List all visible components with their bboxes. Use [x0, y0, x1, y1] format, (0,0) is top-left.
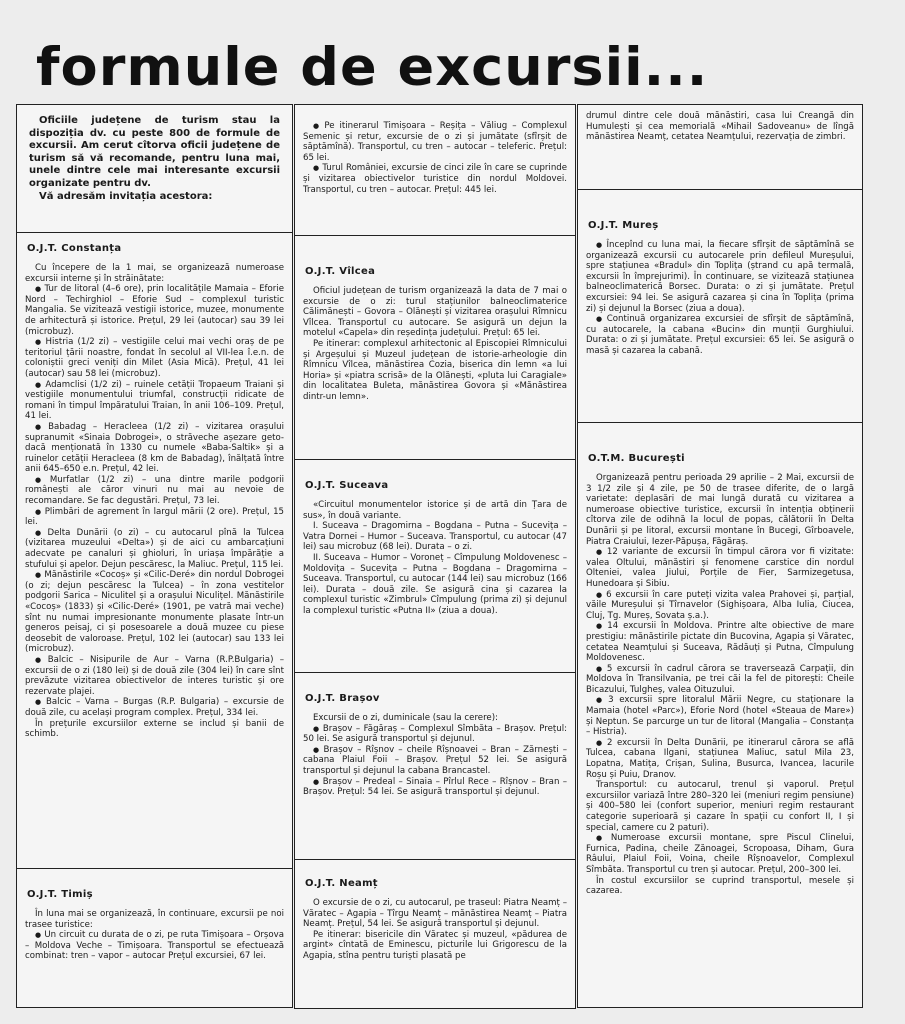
suceava-text: II. Suceava – Humor – Voroneț – Cîmpulung Moldovenesc – Moldovița – Sucevița – Putna – Bogdana – Dragomirna – Suceava. Transportul, cu autocar (144 lei) sau microbuz (166 lei). Durata – două zile. Se asigură cina și cazarea la complexul turistic «Zimbrul» Cîmpulung (prima zi) și dejunul la complexul turistic «Putna II» (ziua a doua).: [303, 552, 567, 616]
valcea-text: Oficiul județean de turism organizează la data de 7 mai o excursie de o zi: turul stațiunilor balneoclimaterice Călimănești – Govora – Olănești și vizitarea orașului Rîmnicu Vîlcea. Transportul cu autocare. Se asigură un dejun la motelul «Capela» din reședința județului. Prețul: 65 lei.: [303, 286, 567, 339]
section-timis: [16, 868, 293, 1008]
timis-item: ● Pe itinerarul Timișoara – Reșița – Văliug – Complexul Semenic și retur, excursie de o zi și jumătate (sfîrșit de săptămînă). Transportul, cu tren – autocar – teleferic. Prețul: 65 lei.: [303, 121, 567, 163]
bucuresti-item: ● 12 variante de excursii în timpul cărora vor fi vizitate: valea Oltului, mănăstiri și fenomene carstice din nordul Olteniei, valea Jiului, Porțile de Fier, Sarmizegetusa, Hunedoara și Sibiu.: [586, 547, 854, 589]
neamt-text: Pe itinerar: bisericile din Văratec și muzeul, «pădurea de argint» cîntată de Eminescu, picturile lui Grigorescu de la Agapia, stîna pentru turiști plasată pe: [303, 929, 567, 961]
heading-bucuresti: O.T.M. București: [588, 453, 685, 464]
heading-timis: O.J.T. Timiș: [27, 889, 93, 900]
timis-item: ● Turul României, excursie de cinci zile în care se cuprinde și vizitarea obiectivelor turistice din nordul Moldovei. Transportul, cu tren – autocar. Prețul: 445 lei.: [303, 163, 567, 195]
heading-brasov: O.J.T. Brașov: [305, 693, 380, 704]
neamt-text: O excursie de o zi, cu autocarul, pe traseul: Piatra Neamț – Văratec – Agapia – Tîrgu Neamț – mănăstirea Neamț – Piatra Neamț. Prețul, 54 lei. Se asigură transportul și dejunul.: [303, 898, 567, 930]
bucuresti-item: ● Numeroase excursii montane, spre Piscul Clinelui, Furnica, Padina, cheile Zănoagei, Scropoasa, Diham, Gura Râului, Plaiul Foii, Voina, cheile Rîșnoavelor, Complexul Sîmbăta. Transportul cu tren și autocar. Prețul, 200–300 lei.: [586, 833, 854, 875]
constanta-item: ● Balcic – Nisipurile de Aur – Varna (R.P.Bulgaria) – excursii de o zi (180 lei) și de două zile (304 lei) în care sînt prevăzute vizitarea obiectivelor de interes turistic și ore rezervate plajei.: [25, 655, 284, 697]
constanta-item: ● Balcic – Varna – Burgas (R.P. Bulgaria) – excursie de două zile, cu același program complex. Prețul, 334 lei.: [25, 697, 284, 718]
bucuresti-item: ● 6 excursii în care puteți vizita valea Prahovei și, parțial, văile Mureșului și Tîrnavelor (Sighișoara, Alba Iulia, Ciucea, Cluj, Tg. Mureș, Sovata ș.a.).: [586, 590, 854, 622]
suceava-text: I. Suceava – Dragomirna – Bogdana – Putna – Sucevița – Vatra Dornei – Humor – Suceava. Transportul, cu autocar (47 lei) sau microbuz (68 lei). Durata – o zi.: [303, 521, 567, 553]
constanta-item: ● Histria (1/2 zi) – vestigiile celui mai vechi oraș de pe teritoriul țării noastre, fondat în secolul al VII-lea î.e.n. de coloniștii greci veniți din Milet (Asia Mică). Prețul, 41 lei (autocar) sau 58 lei (microbuz).: [25, 337, 284, 379]
bucuresti-item: ● 3 excursii spre litoralul Mării Negre, cu staționare la Mamaia (hotel «Parc»), Eforie Nord (hotel «Steaua de Mare») și Neptun. Se parcurge un tur de litoral (Mangalia – Constanța – Histria).: [586, 695, 854, 737]
heading-mures: O.J.T. Mureș: [588, 220, 659, 231]
brasov-text: Excursii de o zi, duminicale (sau la cerere):: [313, 713, 498, 723]
section-valcea: [294, 235, 576, 460]
heading-valcea: O.J.T. Vîlcea: [305, 266, 376, 277]
heading-neamt: O.J.T. Neamț: [305, 878, 378, 889]
constanta-item: ● Babadag – Heracleea (1/2 zi) – vizitarea orașului supranumit «Sinaia Dobrogei», o străveche așezare geto-dacă menționată în 1330 cu numele «Baba-Saltik» și a ruinelor cetății Heracleea (8 km de Babadag), înălțată între anii 645–650 e.n. Prețul, 42 lei.: [25, 422, 284, 475]
brasov-item: ● Brașov – Făgăraș – Complexul Sîmbăta – Brașov. Prețul: 50 lei. Se asigură transportul și dejunul.: [303, 724, 567, 745]
section-suceava: [294, 459, 576, 673]
page-title: formule de excursii...: [36, 37, 709, 98]
bucuresti-item: ● 5 excursii în cadrul cărora se traversează Carpații, din Moldova în Transilvania, pe trei căi la fel de pitorești: Cheile Bicazului, Tulgheș, valea Oituzului.: [586, 664, 854, 696]
bucuresti-item: ● 2 excursii în Delta Dunării, pe itinerarul cărora se află Tulcea, cabana Ilgani, stațiunea Maliuc, satul Mila 23, Lopatna, Matița, Crișan, Sulina, Busurca, Ivancea, lacurile Roșu și Puiu, Dranov.: [586, 738, 854, 780]
constanta-item: ● Delta Dunării (o zi) – cu autocarul pînă la Tulcea (vizitarea muzeului «Delta») și de aici cu ambarcațiuni adecvate pe canaluri și ghioluri, în uriașa împărăție a stufului și apelor. Dejun pescăresc, la Maliuc. Prețul, 115 lei.: [25, 528, 284, 570]
timis-text: În luna mai se organizează, în continuare, excursii pe noi trasee turistice:: [25, 909, 284, 930]
constanta-item: ● Murfatlar (1/2 zi) – una dintre marile podgorii românești ale căror vinuri nu mai au nevoie de recomandare. Se fac degustări. Prețul, 73 lei.: [25, 475, 284, 507]
brasov-item: ● Brașov – Rîșnov – cheile Rîșnoavei – Bran – Zărnești – cabana Plaiul Foii – Brașov. Prețul 52 lei. Se asigură transportul și dejunul la cabana Brancastel.: [303, 745, 567, 777]
intro-invitation: Vă adresăm invitația acestora:: [39, 190, 213, 202]
brasov-item: ● Brașov – Predeal – Sinaia – Pîrlul Rece – Rîșnov – Bran – Brașov. Prețul: 54 lei. Se asigură transportul și dejunul.: [303, 777, 567, 798]
section-timis-continued: [294, 104, 576, 236]
constanta-text: În prețurile excursiilor externe se includ și banii de schimb.: [25, 718, 284, 740]
constanta-item: ● Adamclisi (1/2 zi) – ruinele cetății Tropaeum Traiani și vestigiile monumentului triumfal, construcții ridicate de romani în timpul împăratului Traian, în anii 106–109. Prețul, 41 lei.: [25, 380, 284, 422]
section-brasov: [294, 672, 576, 860]
bucuresti-item: ● 14 excursii în Moldova. Printre alte obiective de mare prestigiu: mănăstirile pictate din Bucovina, Agapia și Văratec, cetatea Neamțului și Suceava, Rădăuți și Putna, Cîmpulung Moldovenesc.: [586, 621, 854, 663]
section-neamt: [294, 859, 576, 1009]
heading-constanta: O.J.T. Constanța: [27, 243, 122, 254]
constanta-text: Cu începere de la 1 mai, se organizează numeroase excursii interne și în străinătate:: [25, 263, 284, 284]
timis-item: ● Un circuit cu durata de o zi, pe ruta Timișoara – Orșova – Moldova Veche – Timișoara. Transportul se efectuează combinat: tren – vapor – autocar Prețul excursiei, 67 lei.: [25, 930, 284, 962]
neamt-text: drumul dintre cele două mănăstiri, casa lui Creangă din Humulești și cea memorială «Mihail Sadoveanu» de lîngă mănăstirea Neamț, cetatea Neamțului, rezervația de zimbri.: [586, 111, 854, 143]
suceava-text: «Circuitul monumentelor istorice și de artă din Țara de sus», în două variante.: [303, 500, 567, 521]
mures-item: ● Continuă organizarea excursiei de sfîrșit de săptămînă, cu autocarele, la cabana «Bucin» din munții Gurghiului. Durata: o zi și jumătate. Prețul excursiei: 65 lei. Se asigură o masă și cazarea la cabană.: [586, 314, 854, 356]
intro-text: Oficiile județene de turism stau la dispoziția dv. cu peste 800 de formule de excursii. Am cerut cîtorva oficii județene de turism să vă recomande, pentru luna mai, unele dintre cele mai interesante excursii organizate pentru dv.: [29, 115, 280, 189]
section-mures: [577, 189, 863, 423]
constanta-item: ● Mănăstirile «Cocoș» și «Cilic-Deré» din nordul Dobrogei (o zi; dejun pescăresc la Tulcea) – în zona vestitelor podgorii Sarica – Niculitel și a orașului Niculițel. Mănăstirile «Cocoș» (1833) și «Cilic-Deré» (1901, pe vatră mai veche) sînt nu numai impresionante monumente plasate într-un generos peisaj, ci și posesoarele a două muzee cu piese deosebit de valoroase. Prețul, 102 lei (autocar) sau 133 lei (microbuz).: [25, 570, 284, 655]
bucuresti-text: În costul excursiilor se cuprind transportul, mesele și cazarea.: [586, 875, 854, 897]
constanta-item: ● Plimbări de agrement în largul mării (2 ore). Prețul, 15 lei.: [25, 507, 284, 528]
constanta-item: ● Tur de litoral (4–6 ore), prin localitățile Mamaia – Eforie Nord – Techirghiol – Eforie Sud – complexul turistic Mangalia. Se vizitează vestigii istorice, muzee, monumente de arhitectură și istorice. Prețul, 29 lei (autocar) sau 39 lei (microbuz).: [25, 284, 284, 337]
bucuresti-text: Transportul: cu autocarul, trenul și vaporul. Prețul excursiilor variază între 280–320 lei (meniuri regim pensiune) și 400–580 lei (confort superior, meniuri regim restaurant categorie superioară și cazare în spații cu confort II, I și special, camere cu 2 paturi).: [586, 780, 854, 833]
intro-box: [16, 104, 293, 233]
mures-item: ● Începînd cu luna mai, la fiecare sfîrșit de săptămînă se organizează excursii cu autocarele prin defileul Mureșului, spre stațiunea «Bradul» din Toplița (ștrand cu apă termală, excursii în împrejurimi). În continuare, se vizitează stațiunea balneoclimaterică Borsec. Durata: o zi și jumătate. Prețul excursiei: 94 lei. Se asigură cazarea și cina în Toplița (prima zi) și dejunul la Borsec (ziua a doua).: [586, 240, 854, 314]
section-constanta: [16, 232, 293, 869]
section-neamt-continued: [577, 104, 863, 190]
section-bucuresti: [577, 422, 863, 1008]
valcea-text: Pe itinerar: complexul arhitectonic al Episcopiei Rîmnicului și Argeșului și Muzeul județean de istorie-arheologie din Rîmnicu Vîlcea, mănăstirea Cozia, biserica din lemn «a lui Horia» și «piatra scrisă» de la Olănești, «pluta lui Caragiale» din localitatea Buleta, mănăstirea Govora și «Mănăstirea dintr-un lemn».: [303, 338, 567, 402]
bucuresti-text: Organizează pentru perioada 29 aprilie – 2 Mai, excursii de 3 1/2 zile și 4 zile, pe 50 de trasee diferite, de o largă varietate: deplasări de mai lungă durată cu vizitarea a numeroase obiective turistice, excursii în intenția obținerii cîtorva zile de odihnă la locul de popas, călătorii în Delta Dunării și pe litoral, excursii montane în Bucegi, Gîrboavele, Piatra Craiului, Iezer-Păpușa, Făgăraș.: [586, 473, 854, 547]
heading-suceava: O.J.T. Suceava: [305, 480, 389, 491]
